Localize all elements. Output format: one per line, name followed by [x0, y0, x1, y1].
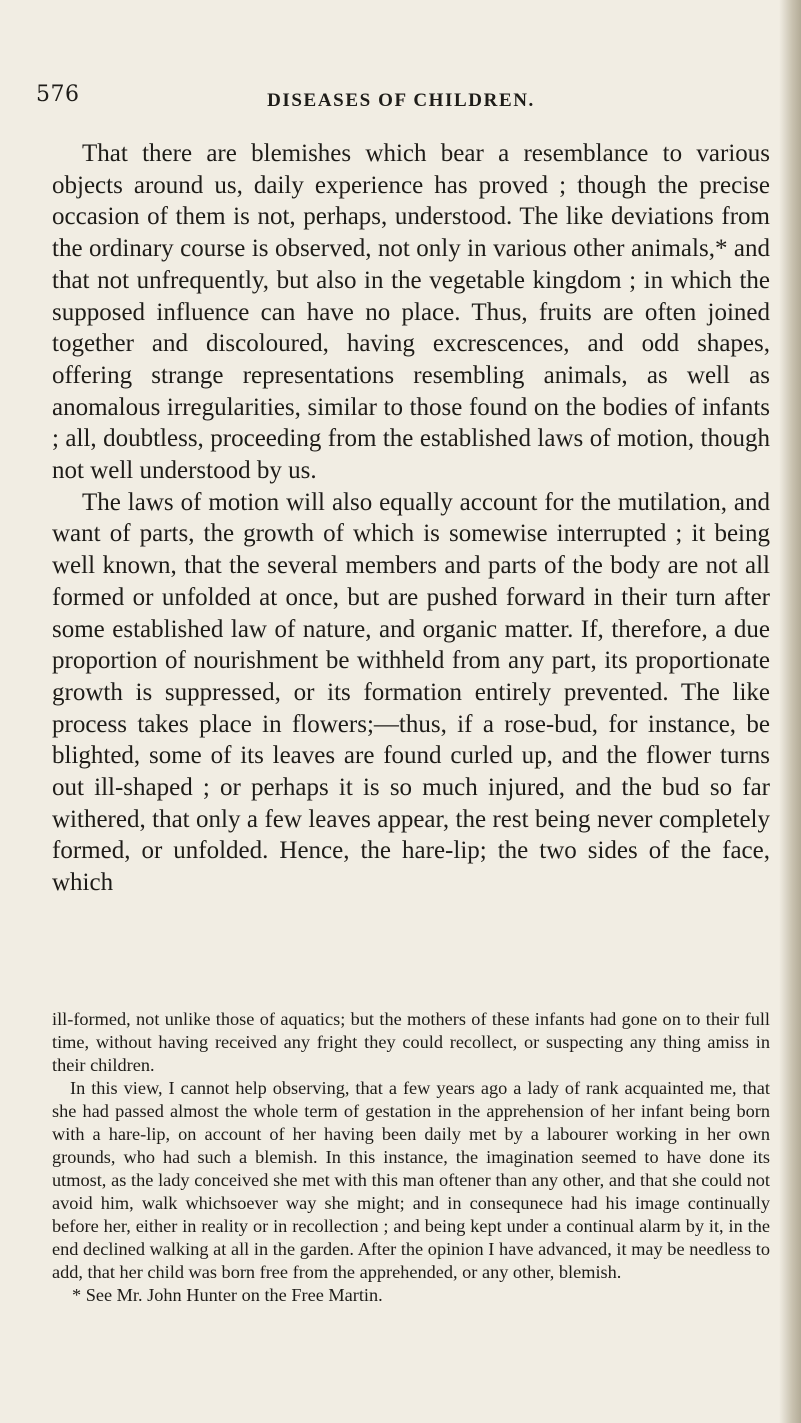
- footnote-paragraph: In this view, I cannot help observing, that a few years ago a lady of rank acquainted me, that she had passed almost the whole term of gestation in the apprehension of her infant being born with a hare-lip, on account of her having been daily met by a labourer working in her own grounds, who had such a blemish. In this instance, the imagination seemed to have done its utmost, as the lady conceived she met with this man oftener than any other, and that she could not avoid him, walk whichsoever way she might; and in consequnece had his image continually before her, either in reality or in recollection ; and being kept under a continual alarm by it, in the end declined walking at all in the garden. After the opinion I have advanced, it may be needless to add, that her child was born free from the apprehended, or any other, blemish.: [52, 1078, 770, 1282]
- footnote-reference: * See Mr. John Hunter on the Free Martin.: [72, 1285, 383, 1305]
- page-number: 576: [36, 82, 80, 107]
- page-edge-shadow: [779, 0, 801, 1423]
- main-text: [52, 138, 770, 899]
- footnotes: [52, 1008, 770, 1307]
- body-paragraph: That there are blemishes which bear a resemblance to various objects around us, daily experience has proved ; though the precise occasion of them is not, perhaps, understood. The like deviations from the ordinary course is observed, not only in various other animals,* and that not unfrequently, but also in the vegetable kingdom ; in which the supposed influence can have no place. Thus, fruits are often joined together and discoloured, having excrescences, and odd shapes, offering strange representations resembling animals, as well as anomalous irregularities, similar to those found on the bodies of infants ; all, doubtless, proceeding from the established laws of motion, though not well understood by us.: [52, 140, 770, 485]
- running-title: DISEASES OF CHILDREN.: [267, 90, 535, 111]
- running-head: [36, 82, 766, 122]
- footnote-continuation: ill-formed, not unlike those of aquatics; but the mothers of these infants had gone on to their full time, without having received any fright they could recollect, or suspecting any thing amiss in their children.: [52, 1009, 770, 1075]
- body-paragraph: The laws of motion will also equally account for the mutilation, and want of parts, the growth of which is somewise interrupted ; it being well known, that the several members and parts of the body are not all formed or unfolded at once, but are pushed forward in their turn after some established law of nature, and organic matter. If, therefore, a due proportion of nourishment be withheld from any part, its proportionate growth is suppressed, or its formation entirely prevented. The like process takes place in flowers;—thus, if a rose-bud, for instance, be blighted, some of its leaves are found curled up, and the flower turns out ill-shaped ; or perhaps it is so much injured, and the bud so far withered, that only a few leaves appear, the rest being never completely formed, or unfolded. Hence, the hare-lip; the two sides of the face, which: [52, 488, 770, 897]
